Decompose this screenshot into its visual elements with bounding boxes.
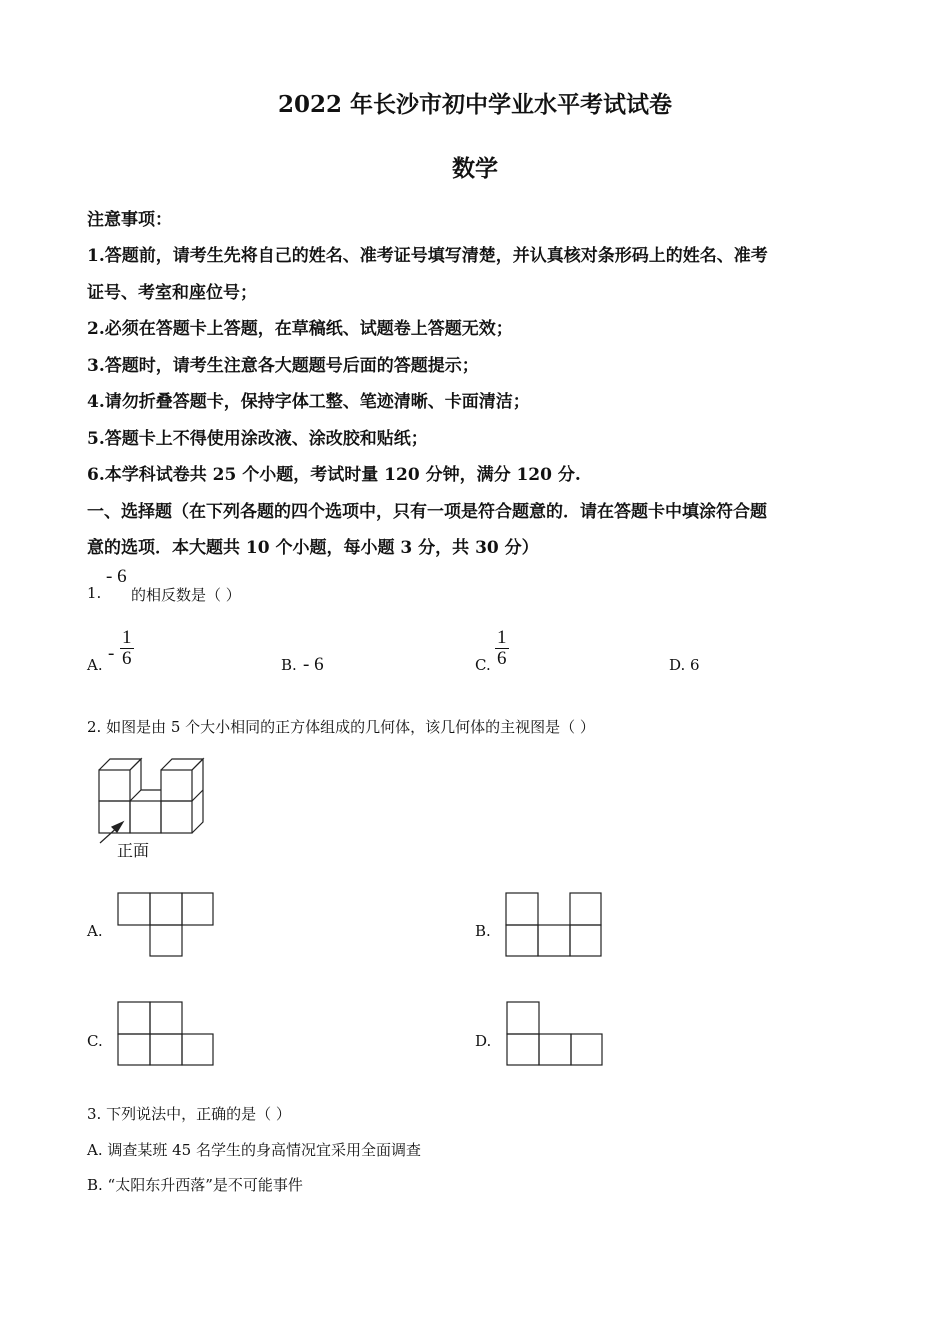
q3-option-a: A. 调查某班 45 名学生的身高情况宜采用全面调查 (87, 1141, 421, 1159)
q1-stem: 的相反数是（ ） (131, 586, 241, 604)
q2-option-c-label: C. (87, 1032, 103, 1050)
notice-item: 5.答题卡上不得使用涂改液、涂改胶和贴纸； (87, 429, 428, 449)
q2-option-d-figure (506, 1001, 604, 1067)
notice-item: 4.请勿折叠答题卡，保持字体工整、笔迹清晰、卡面清洁； (87, 392, 530, 412)
subject-title: 数学 (452, 155, 498, 182)
fraction-numerator: 1 (497, 627, 507, 648)
q2-option-b-figure (505, 892, 603, 958)
notice-item: 2.必须在答题卡上答题，在草稿纸、试题卷上答题无效； (87, 319, 513, 339)
q2-cube-figure (90, 755, 220, 865)
q2-option-d-label: D. (475, 1032, 492, 1050)
notice-item: 6.本学科试卷共 25 个小题，考试时量 120 分钟，满分 120 分. (87, 465, 581, 485)
q1-option-a-fraction (120, 628, 134, 669)
q2-option-c-figure (117, 1001, 215, 1067)
q1-option-d: D. 6 (669, 656, 700, 674)
fraction-denominator: 6 (497, 648, 507, 669)
q1-expression: - 6 (106, 566, 127, 587)
notice-item: 3.答题时，请考生注意各大题题号后面的答题提示； (87, 356, 479, 376)
fraction-numerator: 1 (122, 627, 132, 648)
q2-stem: 2. 如图是由 5 个大小相同的正方体组成的几何体，该几何体的主视图是（ ） (87, 718, 595, 736)
q3-option-b: B. “太阳东升西落”是不可能事件 (87, 1176, 303, 1194)
q2-figure-caption: 正面 (117, 841, 150, 860)
q1-option-c-fraction (495, 628, 509, 669)
q3-stem: 3. 下列说法中，正确的是（ ） (87, 1105, 291, 1123)
q1-option-c-label: C. (475, 656, 491, 674)
section-heading: 一、选择题（在下列各题的四个选项中，只有一项是符合题意的．请在答题卡中填涂符合题 (87, 502, 767, 522)
exam-title: 2022 年长沙市初中学业水平考试试卷 (277, 91, 673, 118)
q2-option-b-label: B. (475, 922, 491, 940)
q1-option-a-label: A. (87, 656, 103, 674)
q1-option-a-sign: - (108, 643, 115, 664)
notice-item: 证号、考室和座位号； (87, 283, 257, 303)
q1-option-b-value: - 6 (303, 654, 324, 675)
q1-option-b-label: B. (281, 656, 297, 674)
section-heading-cont: 意的选项．本大题共 10 个小题，每小题 3 分，共 30 分） (87, 538, 539, 558)
q2-option-a-figure (117, 892, 215, 958)
q2-option-a-label: A. (87, 922, 103, 940)
notice-item: 1.答题前，请考生先将自己的姓名、准考证号填写清楚，并认真核对条形码上的姓名、准考 (87, 246, 768, 266)
notice-heading: 注意事项： (87, 210, 172, 230)
q1-number: 1. (87, 584, 102, 602)
fraction-denominator: 6 (122, 648, 132, 669)
